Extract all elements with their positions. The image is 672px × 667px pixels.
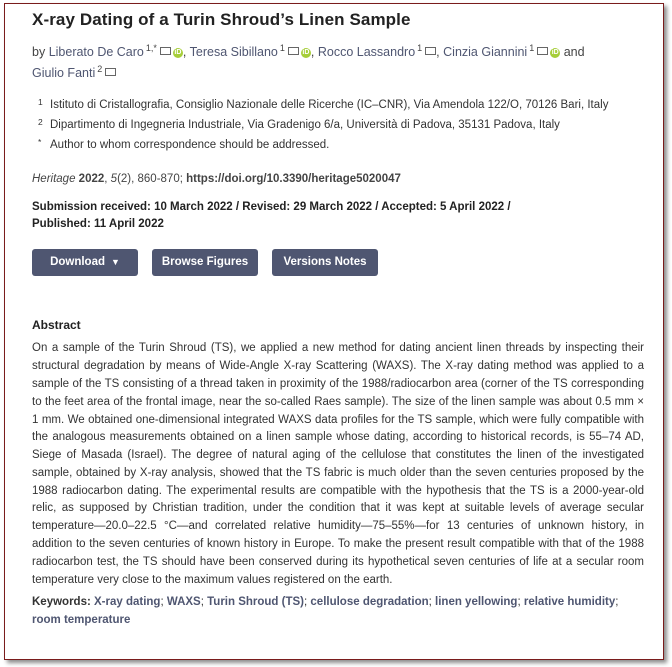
author-link[interactable]: Giulio Fanti — [32, 66, 96, 81]
affiliation-number: * — [38, 137, 42, 148]
article-frame — [4, 3, 664, 660]
affiliation-item — [32, 115, 644, 135]
email-icon[interactable] — [105, 68, 116, 76]
article-title: X-ray Dating of a Turin Shroud’s Linen Sample — [32, 10, 411, 29]
keyword-link[interactable]: cellulose degradation — [310, 596, 429, 609]
citation: Heritage 2022, 5(2), 860-870; https://doi.org/10.3390/heritage5020047 — [32, 173, 401, 186]
orcid-icon[interactable]: iD — [302, 49, 310, 57]
chevron-down-icon: ▼ — [111, 257, 120, 268]
author-affil-sup: 1,* — [145, 43, 157, 53]
orcid-icon[interactable]: iD — [551, 49, 559, 57]
affiliation-text: Author to whom correspondence should be addressed. — [50, 139, 330, 152]
keywords: Keywords: X-ray dating; WAXS; Turin Shroud (TS); cellulose degradation; linen yellowing; relative humidity; room temperature — [32, 596, 619, 627]
author-link[interactable]: Cinzia Giannini — [443, 45, 528, 60]
author-link[interactable]: Liberato De Caro — [48, 45, 144, 60]
dates-line: Submission received: 10 March 2022 / Revised: 29 March 2022 / Accepted: 5 April 2022 / — [32, 201, 511, 214]
action-buttons — [32, 249, 644, 276]
author-affil-sup: 1 — [417, 43, 423, 53]
browse-figures-button[interactable]: Browse Figures — [152, 249, 258, 276]
author-list: by Liberato De Caro $^{1,*}$ iD , Teresa Sibillano $^1$ iD , Rocco Lassandro $^1$ , Cinzia Giannini $^1$ iD and Giulio Fanti $^2$ — [32, 43, 585, 81]
keyword-link[interactable]: Turin Shroud (TS) — [207, 596, 305, 609]
keyword-link[interactable]: X-ray dating — [94, 596, 161, 609]
and-label: and — [563, 45, 585, 60]
email-icon[interactable] — [537, 47, 548, 55]
keyword-link[interactable]: WAXS — [166, 596, 201, 609]
email-icon[interactable] — [425, 47, 436, 55]
citation-volume: 5 — [110, 173, 118, 186]
versions-notes-button[interactable]: Versions Notes — [272, 249, 378, 276]
citation-issue-pages: (2), 860-870; — [117, 173, 183, 186]
affiliation-text: Istituto di Cristallografia, Consiglio Nazionale delle Ricerche (IC–CNR), Via Amendola 122/O, 70126 Bari, Italy — [50, 99, 609, 112]
dates-line: Published: 11 April 2022 — [32, 218, 164, 231]
journal-name[interactable]: Heritage — [32, 173, 76, 186]
affiliation-item — [32, 95, 644, 115]
author-affil-sup: 1 — [279, 43, 285, 53]
article-content — [32, 8, 644, 629]
citation-year: 2022 — [78, 173, 105, 186]
affiliation-text: Dipartimento di Ingegneria Industriale, Via Gradenigo 6/a, Università di Padova, 35131 Padova, Italy — [50, 119, 560, 132]
keywords-label: Keywords: — [32, 596, 91, 609]
author-affil-sup: 1 — [529, 43, 535, 53]
author-link[interactable]: Teresa Sibillano — [189, 45, 278, 60]
by-label: by — [32, 45, 46, 60]
keyword-link[interactable]: relative humidity — [523, 596, 616, 609]
orcid-icon[interactable]: iD — [174, 49, 182, 57]
affiliation-number: 1 — [38, 97, 43, 108]
affiliations — [32, 95, 644, 155]
author-link[interactable]: Rocco Lassandro — [317, 45, 416, 60]
keyword-link[interactable]: room temperature — [32, 614, 131, 627]
download-label: Download — [50, 256, 106, 269]
abstract-heading: Abstract — [32, 318, 81, 333]
doi-link[interactable]: https://doi.org/10.3390/heritage5020047 — [186, 173, 401, 186]
affiliation-number: 2 — [38, 117, 43, 128]
keyword-link[interactable]: linen yellowing — [435, 596, 518, 609]
download-button[interactable] — [32, 249, 138, 276]
email-icon[interactable] — [160, 47, 171, 55]
abstract-text: On a sample of the Turin Shroud (TS), we applied a new method for dating ancient linen threads by inspecting their structural degradation by means of Wide-Angle X-ray Scattering (WAXS). The X-ray dating method was applied to a sample of the TS consisting of a thread taken in proximity of the 1988/radiocarbon area (corner of the TS corresponding to the feet area of the frontal image, near the so-called Raes sample). The size of the linen sample was about 0.5 mm × 1 mm. We obtained one-dimensional integrated WAXS data profiles for the TS sample, which were fully compatible with the analogous measurements obtained on a linen sample whose dating, according to historical records, is 55–74 AD, Siege of Masada (Israel). The degree of natural aging of the cellulose that constitutes the linen of the investigated sample, obtained by X-ray analysis, showed that the TS fabric is much older than the seven centuries proposed by the 1988 radiocarbon dating. The experimental results are compatible with the hypothesis that the TS is a 2000-year-old relic, as supposed by Christian tradition, under the condition that it was kept at suitable levels of average secular temperature—20.0–22.5 °C—and correlated relative humidity—75–55%—for 13 centuries of unknown history, in addition to the seven centuries of known history in Europe. To make the present result compatible with that of the 1988 radiocarbon test, the TS should have been conserved during its hypothetical seven centuries of life at a secular room temperature very close to the maximum values registered on the earth. — [32, 342, 644, 586]
publication-dates — [32, 199, 644, 233]
author-affil-sup: 2 — [97, 64, 103, 75]
email-icon[interactable] — [288, 47, 299, 55]
affiliation-item — [32, 135, 644, 155]
